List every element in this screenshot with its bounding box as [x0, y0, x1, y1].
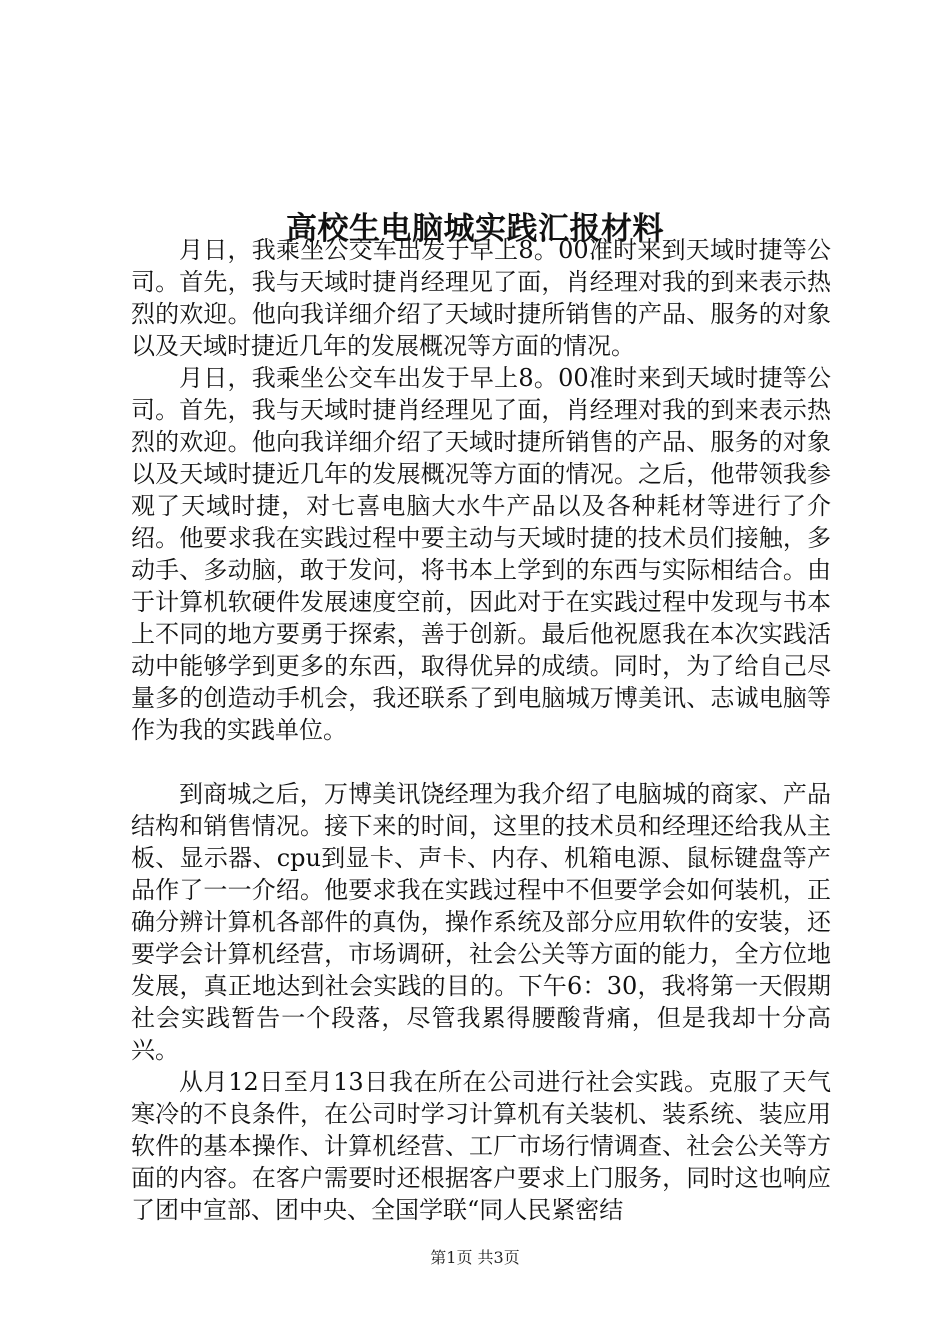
- document-title: 高校生电脑城实践汇报材料: [286, 210, 664, 247]
- paragraph: 到商城之后，万博美讯饶经理为我介绍了电脑城的商家、产品结构和销售情况。接下来的时间，这里的技术员和经理还给我从主板、显示器、cpu到显卡、声卡、内存、机箱电源、鼠标键盘等产品作了一一介绍。他要求我在实践过程中不但要学会如何装机，正确分辨计算机各部件的真伪，操作系统及部分应用软件的安装，还要学会计算机经营，市场调研，社会公关等方面的能力，全方位地发展，真正地达到社会实践的目的。下午6：30，我将第一天假期社会实践暂告一个段落，尽管我累得腰酸背痛，但是我却十分高兴。: [131, 780, 831, 1064]
- document-body: [131, 234, 831, 1226]
- paragraph: 月日，我乘坐公交车出发于早上8。00准时来到天域时捷等公司。首先，我与天域时捷肖经理见了面，肖经理对我的到来表示热烈的欢迎。他向我详细介绍了天域时捷所销售的产品、服务的对象以及天域时捷近几年的发展概况等方面的情况。: [131, 236, 831, 360]
- paragraph: 月日，我乘坐公交车出发于早上8。00准时来到天域时捷等公司。首先，我与天域时捷肖经理见了面，肖经理对我的到来表示热烈的欢迎。他向我详细介绍了天域时捷所销售的产品、服务的对象以及天域时捷近几年的发展概况等方面的情况。之后，他带领我参观了天域时捷，对七喜电脑大水牛产品以及各种耗材等进行了介绍。他要求我在实践过程中要主动与天域时捷的技术员们接触，多动手、多动脑，敢于发问，将书本上学到的东西与实际相结合。由于计算机软硬件发展速度空前，因此对于在实践过程中发现与书本上不同的地方要勇于探索，善于创新。最后他祝愿我在本次实践活动中能够学到更多的东西，取得优异的成绩。同时，为了给自己尽量多的创造动手机会，我还联系了到电脑城万博美讯、志诚电脑等作为我的实践单位。: [131, 364, 831, 744]
- paragraph: 从月12日至月13日我在所在公司进行社会实践。克服了天气寒冷的不良条件，在公司时学习计算机有关装机、装系统、装应用软件的基本操作、计算机经营、工厂市场行情调查、社会公关等方面的内容。在客户需要时还根据客户要求上门服务，同时这也响应了团中宣部、团中央、全国学联“同人民紧密结: [131, 1068, 831, 1224]
- page-footer: 第1页 共3页: [430, 1248, 520, 1267]
